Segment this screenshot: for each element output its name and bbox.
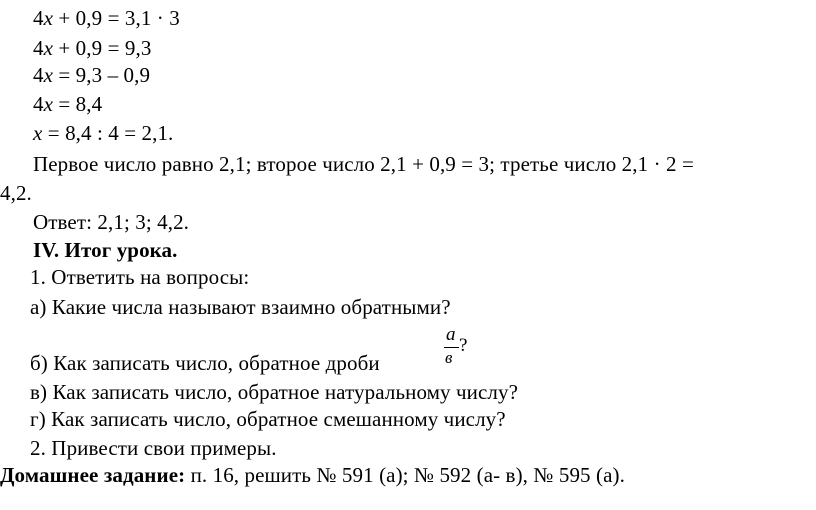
coefficient: 4 [33, 63, 44, 87]
question-mark: ? [459, 335, 468, 356]
equation-line-4 [33, 92, 102, 116]
equation-rest: = 8,4 : 4 = 2,1. [42, 121, 174, 145]
question-a: а) Какие числа называют взаимно обратными? [30, 295, 451, 319]
equation-rest: + 0,9 = 3,1 · 3 [53, 6, 180, 30]
equation-line-5 [33, 121, 173, 145]
homework-label: Домашнее задание: [0, 463, 186, 487]
coefficient: 4 [33, 92, 44, 116]
section-heading: IV. Итог урока. [33, 238, 178, 262]
explanation-line-1: Первое число равно 2,1; второе число 2,1 + 0,9 = 3; третье число 2,1 · 2 = [33, 152, 694, 176]
variable-x: x [43, 92, 54, 116]
variable-x: x [43, 63, 54, 87]
equation-line-2 [33, 36, 151, 60]
homework-line [0, 463, 625, 487]
question-b: б) Как записать число, обратное дроби [30, 351, 380, 375]
coefficient: 4 [33, 36, 44, 60]
variable-x: x [43, 36, 54, 60]
list-item-1: 1. Ответить на вопросы: [30, 265, 250, 289]
fraction-a-over-b [441, 325, 467, 371]
equation-rest: = 9,3 – 0,9 [53, 63, 151, 87]
coefficient: 4 [33, 6, 44, 30]
equation-line-3 [33, 63, 150, 87]
list-item-2: 2. Привести свои примеры. [30, 436, 277, 460]
equation-rest: + 0,9 = 9,3 [53, 36, 152, 60]
equation-line-1 [33, 6, 180, 30]
fraction-denominator: в [445, 348, 453, 367]
question-c: в) Как записать число, обратное натуральному числу? [30, 380, 519, 404]
variable-x: x [33, 121, 43, 145]
explanation-line-2: 4,2. [0, 181, 32, 205]
homework-text: п. 16, решить № 591 (а); № 592 (а- в), № 595 (а). [185, 463, 625, 487]
equation-rest: = 8,4 [53, 92, 103, 116]
question-d: г) Как записать число, обратное смешанному числу? [30, 407, 506, 431]
variable-x: x [43, 6, 54, 30]
fraction-numerator: a [446, 324, 456, 345]
answer-line: Ответ: 2,1; 3; 4,2. [33, 210, 190, 234]
